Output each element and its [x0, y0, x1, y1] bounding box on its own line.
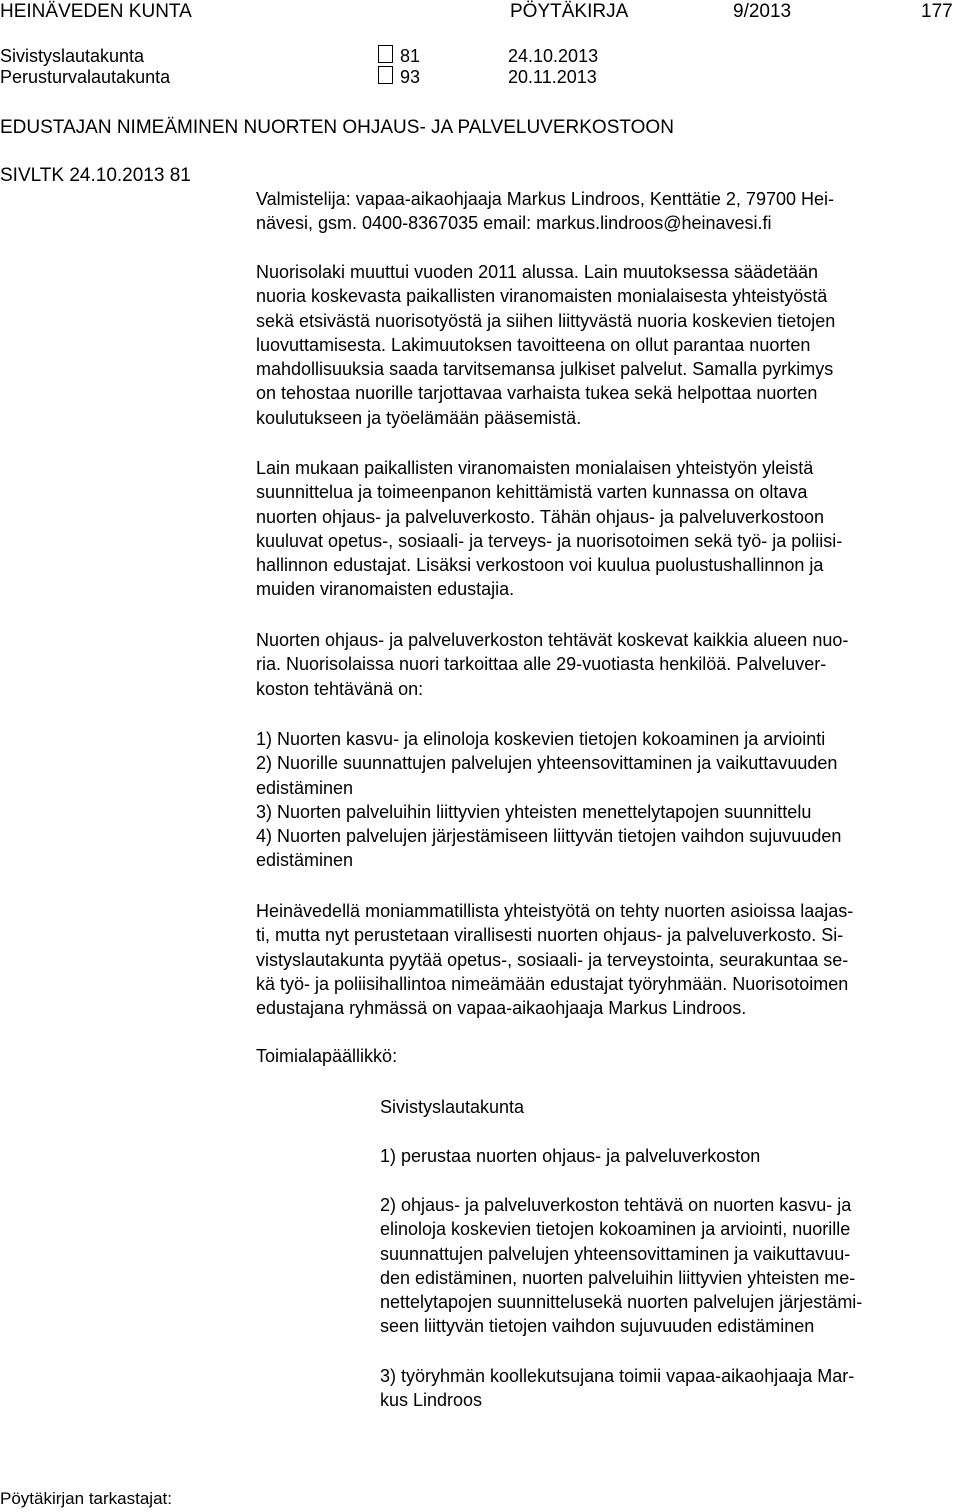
list-item: 3) Nuorten palveluihin liittyvien yhteisten menettelytapojen suunnittelu: [256, 801, 812, 822]
text-line: hallinnon edustajat. Lisäksi verkostoon voi kuulua puolustushallinnon ja: [256, 555, 824, 576]
text-line: kä työ- ja poliisihallintoa nimeämään edustajat työryhmään. Nuorisotoimen: [256, 973, 849, 994]
text-line: elinoloja koskevien tietojen kokoaminen ja arviointi, nuorille: [380, 1219, 851, 1240]
meeting-date: 24.10.2013: [508, 46, 599, 66]
text-line: sekä etsivästä nuorisotyöstä ja siihen liittyvästä nuoria koskevien tietojen: [256, 310, 836, 331]
section-reference: SIVLTK 24.10.2013 81: [0, 165, 191, 186]
text-line: Nuorisolaki muuttui vuoden 2011 alussa. Lain muutoksessa säädetään: [256, 262, 819, 282]
text-line: koston tehtävänä on:: [256, 678, 424, 699]
text-line: 3) työryhmän koollekutsujana toimii vapaa-aikaohjaaja Mar-: [380, 1366, 855, 1386]
page-number: 177: [921, 1, 953, 22]
text-line: vistyslautakunta pyytää opetus-, sosiaali- ja terveystointa, seurakuntaa se-: [256, 949, 849, 970]
section-mark-icon: [378, 45, 393, 63]
text-line: muiden viranomaisten edustajia.: [256, 579, 515, 600]
list-item: 4) Nuorten palvelujen järjestämiseen liittyvän tietojen vaihdon sujuvuuden: [256, 826, 842, 847]
paragraph-heinavesi-cooperation: [256, 899, 956, 1020]
proposal-item: [380, 1364, 956, 1413]
meeting-section: 93: [400, 67, 421, 87]
paragraph-network-tasks: [256, 628, 956, 701]
text-line: seen liittyvän tietojen vaihdon sujuvuuden edistäminen: [380, 1316, 815, 1337]
text-line: Valmistelija: vapaa-aikaohjaaja Markus Lindroos, Kenttätie 2, 79700 Hei-: [256, 189, 834, 209]
text-line: nuorten ohjaus- ja palveluverkosto. Tähän ohjaus- ja palveluverkostoon: [256, 506, 825, 527]
text-line: luovuttamisesta. Lakimuutoksen tavoitteena on ollut parantaa nuorten: [256, 334, 811, 355]
list-item: 1) Nuorten kasvu- ja elinoloja koskevien tietojen kokoaminen ja arviointi: [256, 729, 826, 749]
text-line: Nuorten ohjaus- ja palveluverkoston tehtävät koskevat kaikkia alueen nuo-: [256, 630, 849, 650]
text-line: Sivistyslautakunta: [380, 1097, 525, 1117]
text-line: 2) ohjaus- ja palveluverkoston tehtävä on nuorten kasvu- ja: [380, 1195, 852, 1215]
text-line: koulutukseen ja työelämään pääsemistä.: [256, 407, 582, 428]
text-line: on tehostaa nuorille tarjottavaa varhaista tukea sekä helpottaa nuorten: [256, 383, 818, 404]
text-line: mahdollisuuksia saada tarvitsemansa julkiset palvelut. Samalla pyrkimys: [256, 359, 834, 380]
text-line: edustajana ryhmässä on vapaa-aikaohjaaja Markus Lindroos.: [256, 998, 747, 1019]
list-item: edistäminen: [256, 850, 354, 871]
paragraph-network-requirement: [256, 456, 956, 602]
text-line: kuuluvat opetus-, sosiaali- ja terveys- ja nuorisotoimen sekä työ- ja poliisi-: [256, 530, 843, 551]
proposal-body: [380, 1095, 956, 1119]
text-line: suunnattujen palvelujen yhteensovittaminen ja vaikuttavuu-: [380, 1243, 851, 1264]
text-line: nettelytapojen suunnittelusekä nuorten palvelujen järjestämi-: [380, 1292, 863, 1313]
meeting-body: Perusturvalautakunta: [0, 67, 171, 87]
list-item: 2) Nuorille suunnattujen palvelujen yhteensovittaminen ja vaikuttavuuden: [256, 753, 838, 774]
text-line: nävesi, gsm. 0400-8367035 email: markus.lindroos@heinavesi.fi: [256, 213, 772, 234]
list-item: edistäminen: [256, 777, 354, 798]
proposal-item: [380, 1144, 956, 1168]
document-type: PÖYTÄKIRJA: [510, 1, 629, 22]
preparer-info: [256, 187, 956, 236]
meeting-body: Sivistyslautakunta: [0, 46, 145, 66]
text-line: den edistäminen, nuorten palveluihin liittyvien yhteisten me-: [380, 1267, 856, 1288]
footer-reviewers-label: Pöytäkirjan tarkastajat:: [0, 1489, 172, 1508]
proposal-item: [380, 1193, 956, 1339]
text-line: nuoria koskevasta paikallisten viranomaisten monialaisesta yhteistyöstä: [256, 286, 828, 307]
text-line: Lain mukaan paikallisten viranomaisten monialaisen yhteistyön yleistä: [256, 458, 814, 478]
paragraph-law-change: [256, 260, 956, 430]
text-line: ria. Nuorisolaissa nuori tarkoittaa alle 29-vuotiasta henkilöä. Palveluver-: [256, 654, 827, 675]
meeting-date: 20.11.2013: [508, 67, 597, 87]
text-line: 1) perustaa nuorten ohjaus- ja palveluverkoston: [380, 1146, 761, 1166]
text-line: Heinävedellä moniammatillista yhteistyötä on tehty nuorten asioissa laajas-: [256, 901, 854, 921]
municipality-name: HEINÄVEDEN KUNTA: [0, 1, 192, 22]
meeting-section: 81: [400, 46, 421, 66]
document-title: EDUSTAJAN NIMEÄMINEN NUORTEN OHJAUS- JA PALVELUVERKOSTOON: [0, 117, 674, 138]
text-line: suunnittelua ja toimeenpanon kehittämistä varten kunnassa on oltava: [256, 482, 808, 503]
proposal-label: Toimialapäällikkö:: [256, 1046, 398, 1066]
section-mark-icon: [378, 66, 393, 84]
text-line: kus Lindroos: [380, 1390, 483, 1411]
document-number: 9/2013: [733, 1, 792, 22]
text-line: ti, mutta nyt perustetaan virallisesti nuorten ohjaus- ja palveluverkosto. Si-: [256, 925, 844, 946]
task-list: [256, 727, 956, 873]
